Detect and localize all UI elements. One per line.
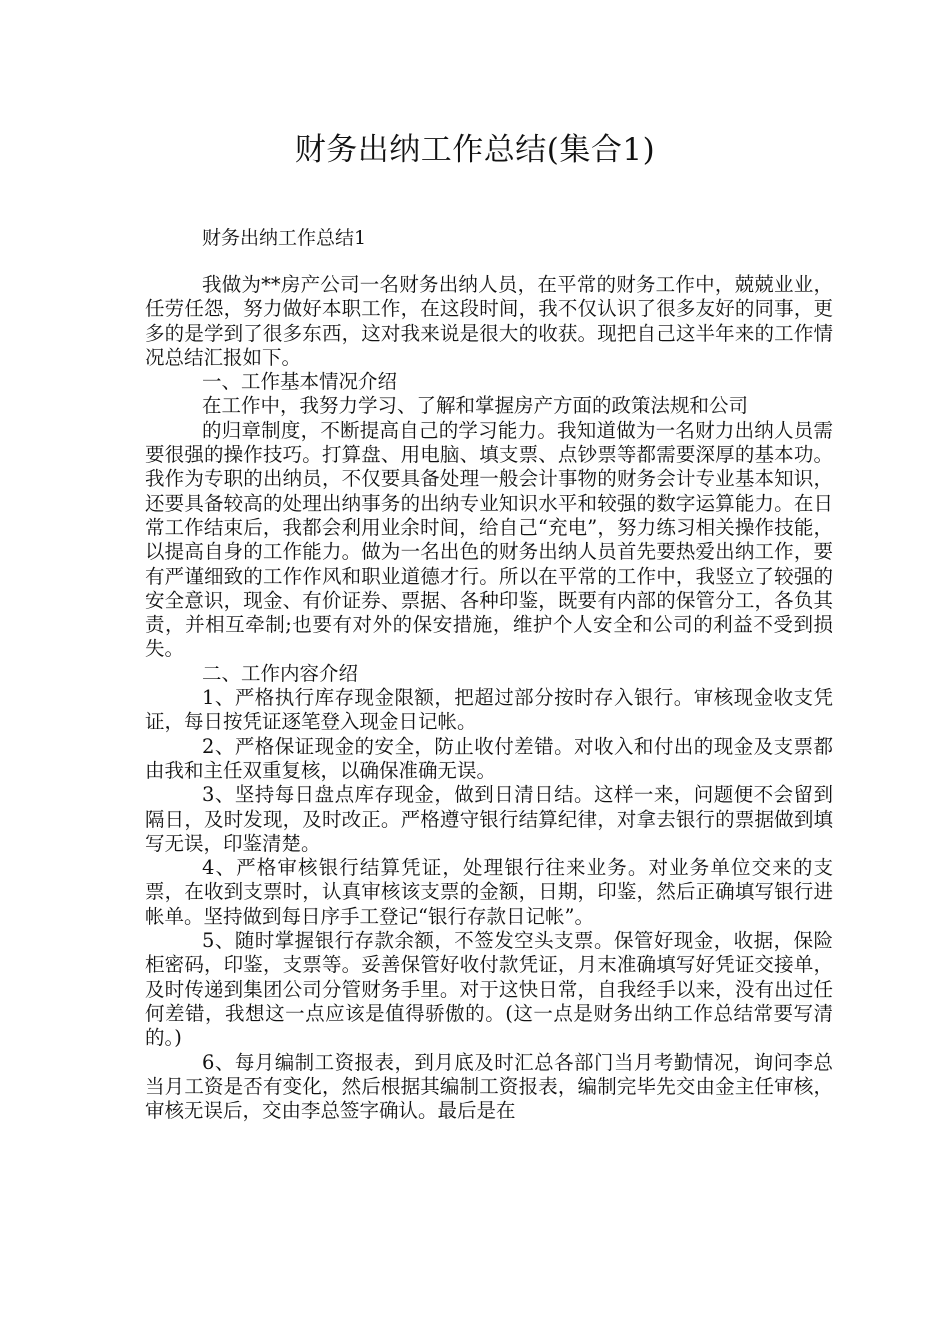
list-item-3: 3、坚持每日盘点库存现金，做到日清日结。这样一来，问题便不会留到隔日，及时发现，及时改正。严格遵守银行结算纪律，对拿去银行的票据做到填写无误，印鉴清楚。	[145, 783, 833, 855]
list-item-4: 4、严格审核银行结算凭证，处理银行往来业务。对业务单位交来的支票，在收到支票时，认真审核该支票的金额，日期，印鉴，然后正确填写银行进帐单。坚持做到每日序手工登记“银行存款日记帐”。	[145, 856, 833, 928]
list-item-1: 1、严格执行库存现金限额，把超过部分按时存入银行。审核现金收支凭证，每日按凭证逐笔登入现金日记帐。	[145, 686, 833, 734]
heading-work-content: 二、工作内容介绍	[202, 661, 359, 685]
heading-basic-situation: 一、工作基本情况介绍	[202, 370, 398, 394]
document-title: 财务出纳工作总结(集合1)	[294, 132, 656, 168]
list-item-6: 6、每月编制工资报表，到月底及时汇总各部门当月考勤情况，询问李总当月工资是否有变化，然后根据其编制工资报表，编制完毕先交由金主任审核，审核无误后，交由李总签字确认。最后是在	[145, 1050, 833, 1123]
section-title: 财务出纳工作总结1	[202, 227, 367, 249]
paragraph-intro: 我做为**房产公司一名财务出纳人员，在平常的财务工作中，兢兢业业，任劳任怨，努力做好本职工作，在这段时间，我不仅认识了很多友好的同事，更多的是学到了很多东西，这对我来说是很大的收获。现把自己这半年来的工作情况总结汇报如下。	[145, 273, 833, 369]
document-body	[145, 273, 833, 1123]
paragraph-skills: 的归章制度，不断提高自己的学习能力。我知道做为一名财力出纳人员需要很强的操作技巧。打算盘、用电脑、填支票、点钞票等都需要深厚的基本功。我作为专职的出纳员，不仅要具备处理一般会计事物的财务会计专业基本知识，还要具备较高的处理出纳事务的出纳专业知识水平和较强的数字运算能力。在日常工作结束后，我都会利用业余时间，给自己“充电”，努力练习相关操作技能，以提高自身的工作能力。做为一名出色的财务出纳人员首先要热爱出纳工作，要有严谨细致的工作作风和职业道德才行。所以在平常的工作中，我竖立了较强的安全意识，现金、有价证券、票据、各种印鉴，既要有内部的保管分工，各负其责，并相互牵制;也要有对外的保安措施，维护个人安全和公司的利益不受到损失。	[145, 418, 833, 661]
paragraph-learning: 在工作中，我努力学习、了解和掌握房产方面的政策法规和公司	[202, 394, 749, 418]
list-item-5: 5、随时掌握银行存款余额，不签发空头支票。保管好现金，收据，保险柜密码，印鉴，支票等。妥善保管好收付款凭证，月末准确填写好凭证交接单，及时传递到集团公司分管财务手里。对于这快日常，自我经手以来，没有出过任何差错，我想这一点应该是值得骄傲的。(这一点是财务出纳工作总结常要写清的。)	[145, 929, 833, 1050]
list-item-2: 2、严格保证现金的安全，防止收付差错。对收入和付出的现金及支票都由我和主任双重复核，以确保准确无误。	[145, 734, 833, 782]
